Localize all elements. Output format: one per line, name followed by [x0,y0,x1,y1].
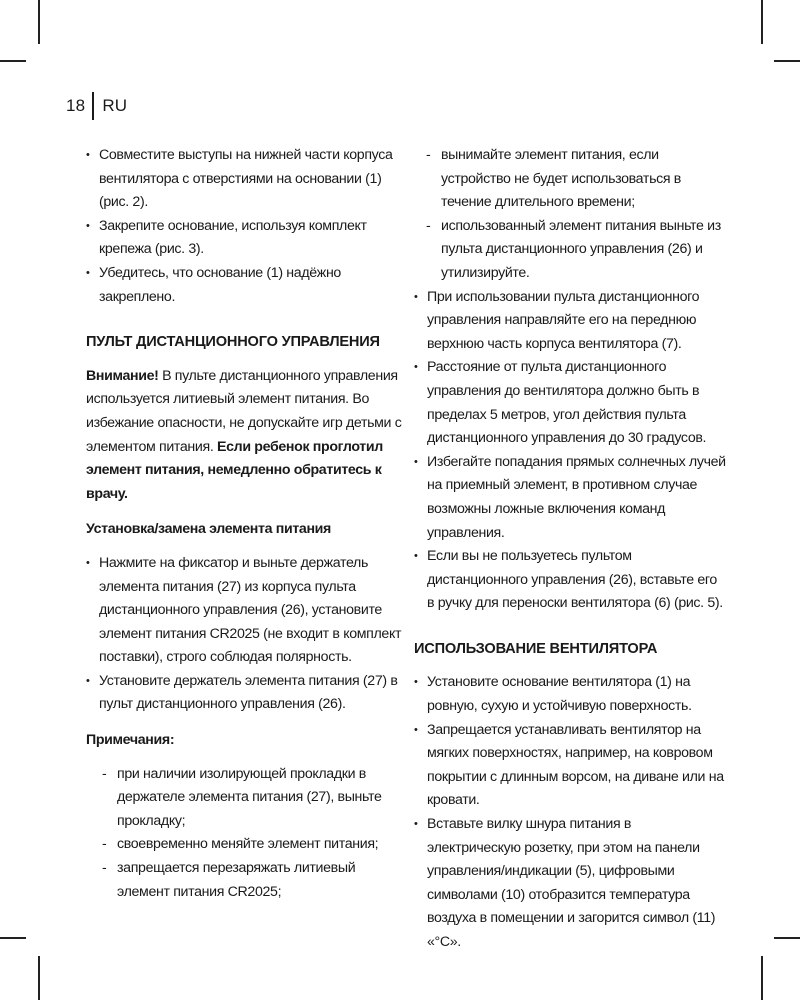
list-item: • Вставьте вилку шнура питания в электрическую розетку, при этом на панели управления/индикации (5), цифровыми символами (10) отобразится температура воздуха в помещении и загорится символ (11) «°С». [414,813,726,955]
list-item: • Закрепите основание, используя комплект крепежа (рис. 3). [86,215,406,262]
language-code: RU [102,96,128,115]
list-item: • Совместите выступы на нижней части корпуса вентилятора с отверстиями на основании (1) (рис. 2). [86,144,406,215]
crop-mark-right-lower [774,937,800,939]
list-item: • Запрещается устанавливать вентилятор на мягких поверхностях, например, на ковровом покрытии с длинным ворсом, на диване или на кровати. [414,719,726,813]
crop-mark-top-right [761,0,763,44]
notes-list [102,763,406,905]
list-item: • Нажмите на фиксатор и выньте держатель элемента питания (27) из корпуса пульта дистанционного управления (26), установите элемент питания CR2025 (не входит в комплект поставки), строго соблюдая полярность. [86,552,406,670]
list-item: - вынимайте элемент питания, если устройство не будет использоваться в течение длительного времени; [426,144,726,215]
list-item: • Расстояние от пульта дистанционного управления до вентилятора должно быть в пределах 5 метров, угол действия пульта дистанционного управления до 30 градусов. [414,356,726,450]
mounting-steps-list [86,144,406,309]
crop-mark-left-upper [0,60,26,62]
warning-label: Внимание! [86,367,159,384]
list-item: - своевременно меняйте элемент питания; [102,833,406,857]
fan-usage-heading: ИСПОЛЬЗОВАНИЕ ВЕНТИЛЯТОРА [414,640,658,657]
fan-usage-list [414,671,726,954]
left-column [86,144,406,904]
battery-warning [86,365,406,507]
warning-text: В пульте дистанционного управления используется литиевый элемент питания. Во избежание опасности, не допускайте игр детьми с элементом питания. [86,367,402,455]
list-item: - запрещается перезаряжать литиевый элемент питания CR2025; [102,857,406,904]
battery-install-list [86,552,406,717]
list-item: - использованный элемент питания выньте из пульта дистанционного управления (26) и утилизируйте. [426,215,726,286]
list-item: • При использовании пульта дистанционного управления направляйте его на переднюю верхнюю часть корпуса вентилятора (7). [414,286,726,357]
battery-install-heading: Установка/замена элемента питания [86,521,331,538]
list-item: • Установите держатель элемента питания (27) в пульт дистанционного управления (26). [86,670,406,717]
list-item: • Установите основание вентилятора (1) на ровную, сухую и устойчивую поверхность. [414,671,726,718]
page-header [66,92,127,120]
crop-mark-right-upper [774,60,800,62]
warning-bold-text: Если ребенок проглотил элемент питания, немедленно обратитесь к врачу. [86,438,383,502]
notes-heading: Примечания: [86,732,175,749]
crop-mark-bottom-left [38,956,40,1000]
right-column [414,144,726,955]
header-divider [92,92,94,120]
page-number: 18 [66,96,86,115]
notes-list-continued [426,144,726,286]
list-item: • Избегайте попадания прямых солнечных лучей на приемный элемент, в противном случае возможны ложные включения команд управления. [414,451,726,545]
crop-mark-bottom-right [761,956,763,1000]
remote-control-heading: ПУЛЬТ ДИСТАНЦИОННОГО УПРАВЛЕНИЯ [86,334,380,351]
list-item: • Если вы не пользуетесь пультом дистанционного управления (26), вставьте его в ручку для переноски вентилятора (6) (рис. 5). [414,545,726,616]
crop-mark-top-left [38,0,40,44]
list-item: • Убедитесь, что основание (1) надёжно закреплено. [86,262,406,309]
crop-mark-left-lower [0,937,26,939]
list-item: - при наличии изолирующей прокладки в держателе элемента питания (27), выньте прокладку; [102,763,406,834]
remote-usage-list [414,286,726,616]
